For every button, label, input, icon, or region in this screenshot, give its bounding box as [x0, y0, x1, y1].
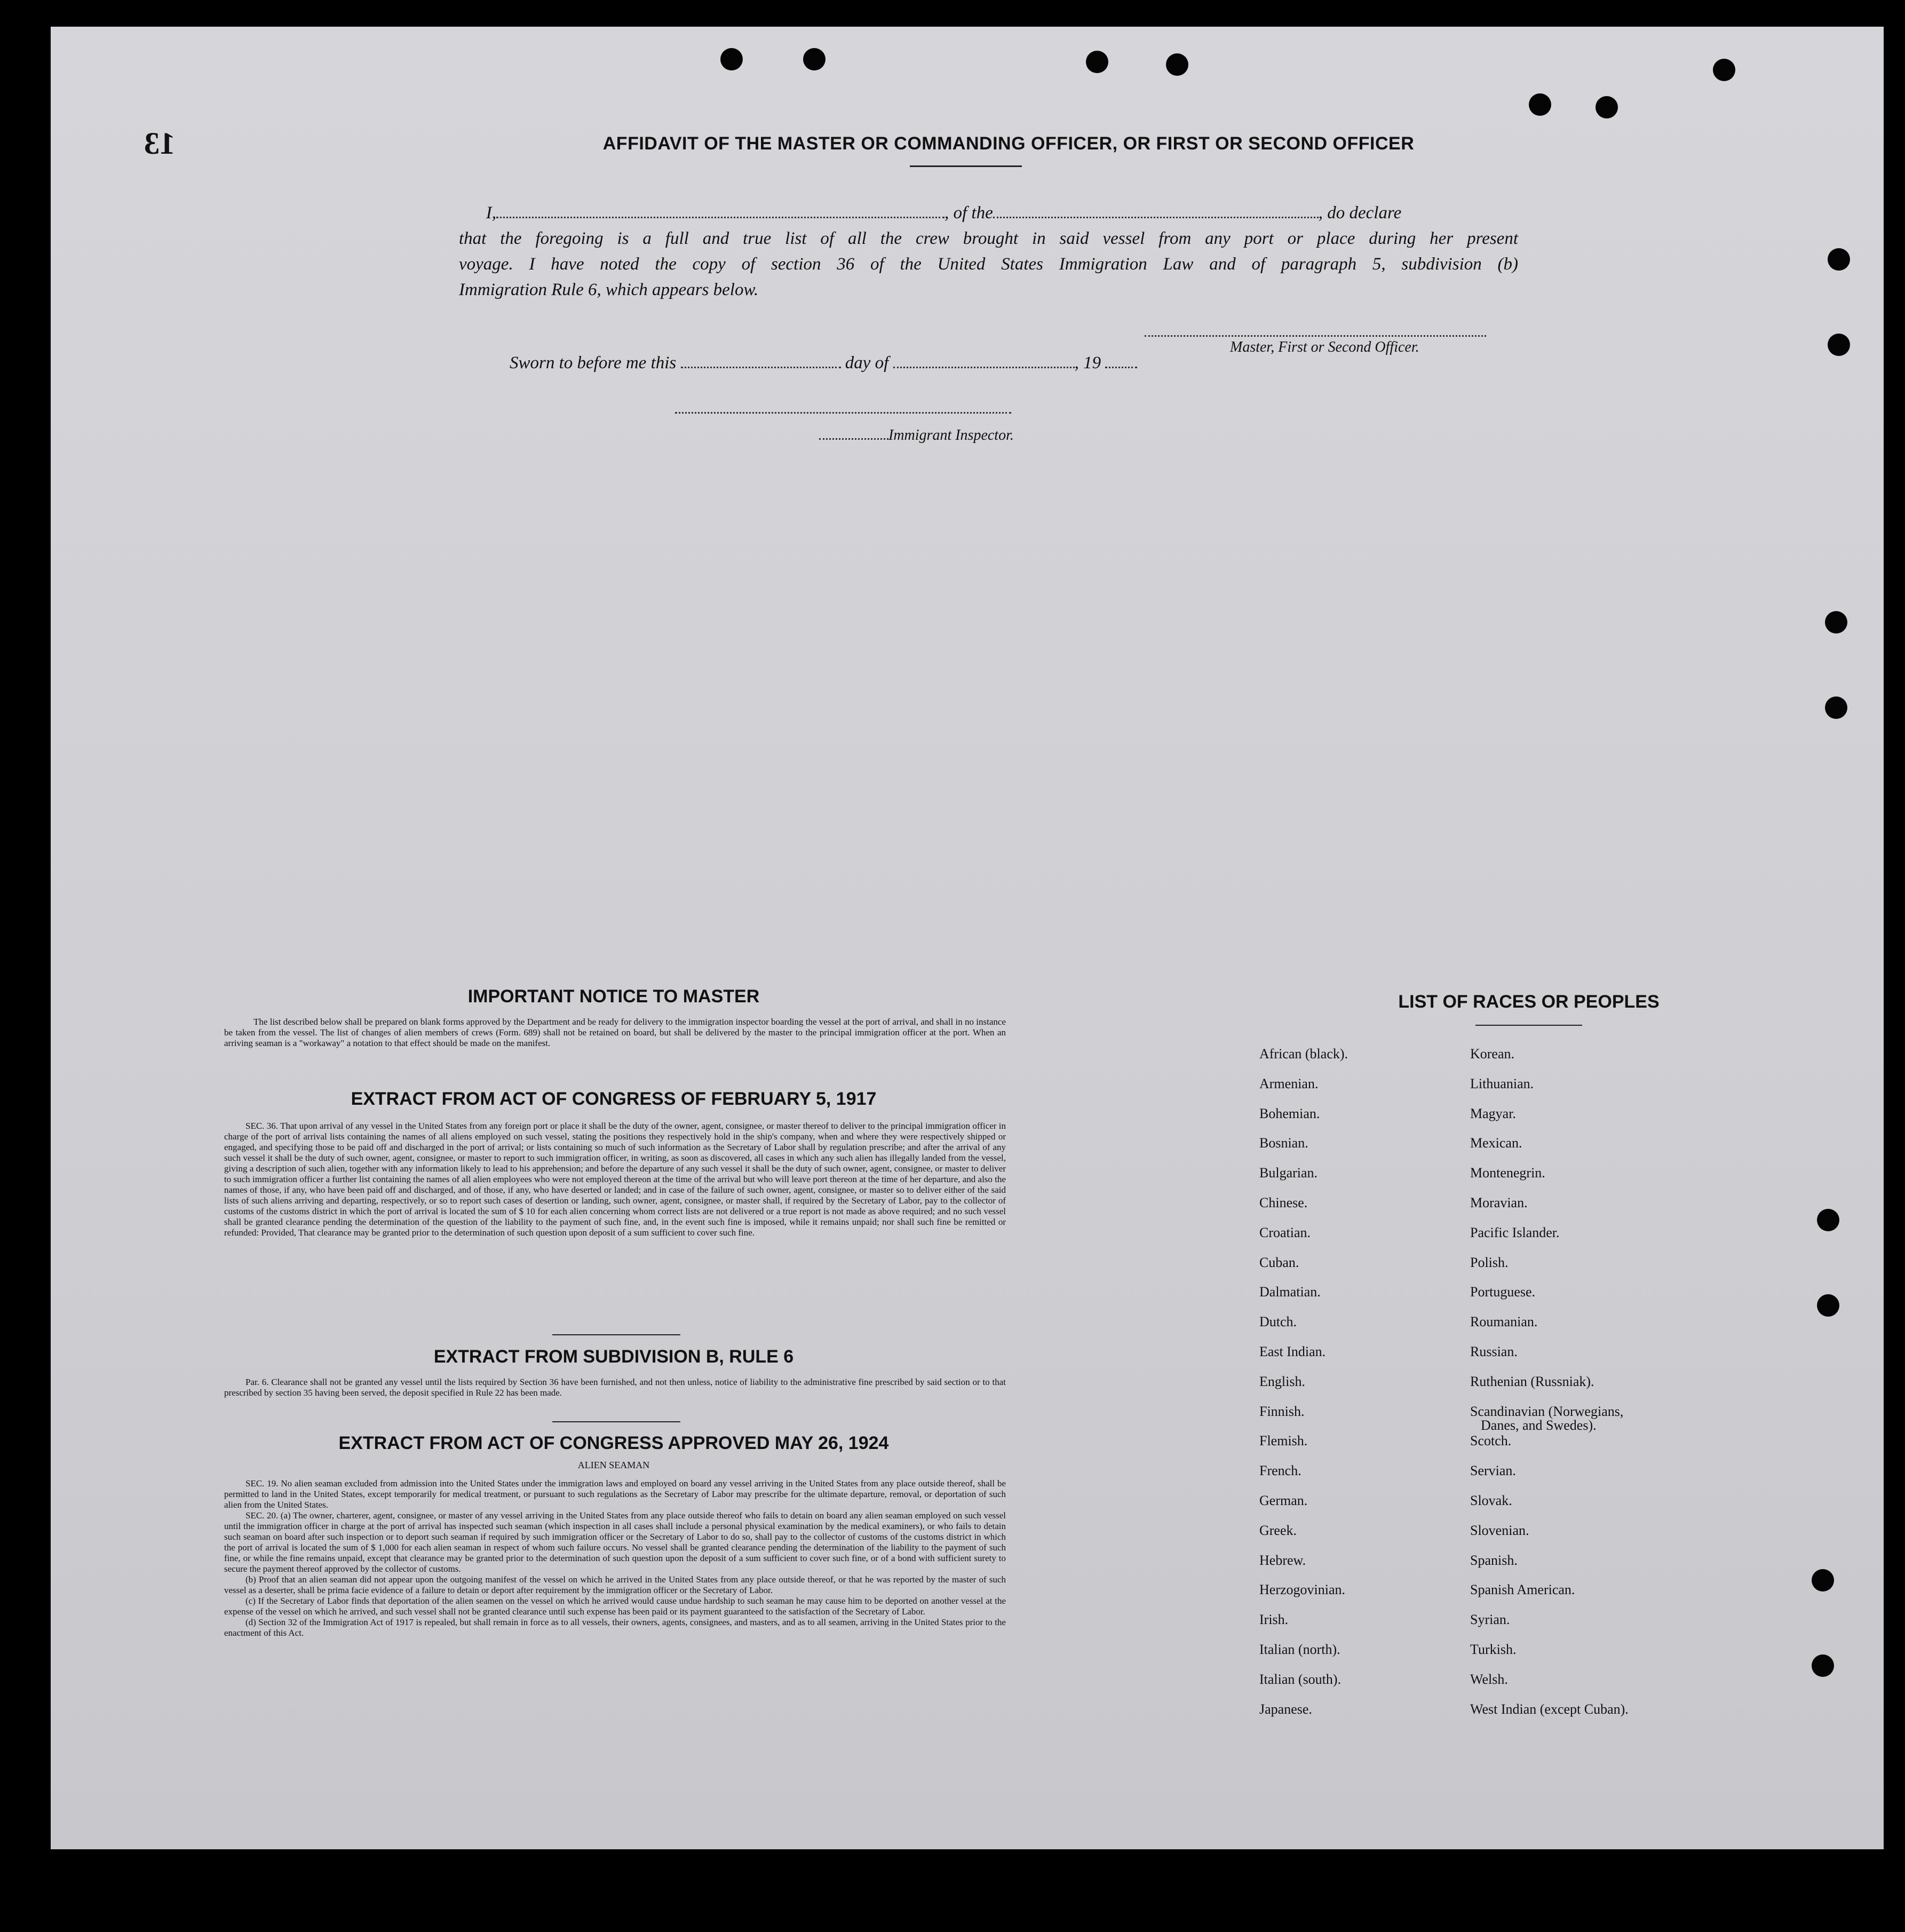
affidavit-line-1: [459, 200, 1518, 226]
title-divider: [910, 165, 1022, 167]
punch-hole: [1086, 51, 1108, 73]
race-item: Japanese.: [1259, 1701, 1312, 1717]
punch-hole: [1596, 96, 1618, 118]
vessel-name-field[interactable]: [993, 217, 1319, 218]
sec20b-text: (b) Proof that an alien seaman did not appear upon the outgoing manifest of the vessel on which he arrived in the United States from any place outside thereof, or that he was reported by the master of such vessel as a deserter, shall be prima facie evidence of a failure to detain or deport after requirement by the immigration officer or the Secretary of Labor.: [224, 1574, 1006, 1595]
affidavit-line-2: that the foregoing is a full and true list of all the crew brought in said vessel from any port or place during her present: [459, 229, 1518, 248]
race-item: Moravian.: [1470, 1195, 1528, 1210]
race-item: Dalmatian.: [1259, 1284, 1321, 1300]
race-item: Lithuanian.: [1470, 1075, 1534, 1091]
race-item: Pacific Islander.: [1470, 1224, 1560, 1240]
race-item: Korean.: [1470, 1046, 1515, 1062]
race-item: Turkish.: [1470, 1642, 1517, 1657]
punch-hole: [1166, 53, 1188, 76]
punch-hole: [803, 48, 826, 70]
affidavit-line-4: Immigration Rule 6, which appears below.: [459, 280, 759, 299]
affidavit-declare: , do declare: [1318, 203, 1402, 223]
inspector-label: Immigrant Inspector.: [888, 427, 1014, 444]
sworn-month-field[interactable]: [893, 367, 1075, 368]
race-item: West Indian (except Cuban).: [1470, 1701, 1629, 1717]
races-divider: [1475, 1025, 1582, 1026]
races-title: LIST OF RACES OR PEOPLES: [1398, 992, 1660, 1012]
extract-1917-body: SEC. 36. That upon arrival of any vessel in the United States from any foreign port or place it shall be the duty of the owner, agent, consignee, or master thereof to deliver to the principal immigration officer in charge of the port of arrival lists containing the names of all aliens employed on such vessel, stating the positions they respectively hold in the ship's company, when and where they were respectively shipped or engaged, and specifying those to be paid off and discharged in the port of arrival; or lists containing so much of such information as the Secretary of Labor shall by regulation prescribe; and after the arrival of any such vessel it shall be the duty of such owner, agent, consignee, or master to report to such immigration officer, in writing, as soon as discovered, all cases in which any such alien has illegally landed from the vessel, giving a description of such alien, together with any information likely to lead to his apprehension; and before the departure of any such vessel it shall be the duty of such owner, agent, consignee, or master to deliver to such immigration officer a further list containing the names of all alien employees who were not employed thereon at the time of the arrival but who will leave port thereon at the time of her departure, and also the names of those, if any, who have been paid off and discharged, and of those, if any, who have deserted or landed; and in case of the failure of such owner, agent, consignee, or master so to deliver either of the said lists of such aliens arriving and departing, respectively, or so to report such cases of desertion or landing, such owner, agent, consignee, or master shall, if required by the Secretary of Labor, pay to the collector of customs of the customs district in which the port of arrival is located the sum of $ 10 for each alien concerning whom correct lists are not delivered or a true report is not made as above required; and no such vessel shall be granted clearance pending the determination of the question of the liability to the payment of such fine, and, in the event such fine is imposed, while it remains unpaid; nor shall such fine be remitted or refunded: Provided, That clearance may be granted prior to the determination of such question upon deposit of a sum sufficient to cover such fine.: [224, 1121, 1006, 1238]
race-item: Roumanian.: [1470, 1314, 1538, 1330]
race-item: English.: [1259, 1373, 1305, 1389]
inspector-signature-line[interactable]: [675, 412, 1011, 414]
race-item: Armenian.: [1259, 1075, 1319, 1091]
race-item: Croatian.: [1259, 1224, 1311, 1240]
document-page: [51, 27, 1884, 1849]
race-item: Cuban.: [1259, 1254, 1299, 1270]
sworn-day-label: day of: [845, 353, 889, 373]
inspector-dots: [819, 438, 888, 440]
race-item: Bohemian.: [1259, 1105, 1320, 1121]
punch-hole: [720, 48, 743, 70]
extract-1924-title: EXTRACT FROM ACT OF CONGRESS APPROVED MAY 26, 1924: [338, 1433, 889, 1453]
race-item: African (black).: [1259, 1046, 1348, 1062]
punch-hole: [1812, 1569, 1834, 1591]
race-item: Scandinavian (Norwegians,: [1470, 1403, 1624, 1419]
extract-1924-subtitle: ALIEN SEAMAN: [577, 1460, 650, 1470]
sec20d-text: (d) Section 32 of the Immigration Act of 1917 is repealed, but shall remain in force as to all vessels, their owners, agents, consignees, and masters, and as to all seamen, arriving in the United States prior to the enactment of this Act.: [224, 1617, 1006, 1638]
sec20a-text: SEC. 20. (a) The owner, charterer, agent, consignee, or master of any vessel arriving in the United States from any place outside thereof who fails to detain on board any alien seaman employed on such vessel until the immigration officer in charge at the port of arrival has inspected such seaman (which inspection in all cases shall include a personal physical examination by the medical examiners), or who fails to detain such seaman on board after such inspection or to deport such seaman if required by such immigration officer or the Secretary of Labor to do so, shall pay to the collector of customs of the customs district in which the port of arrival is located the sum of $ 1,000 for each alien seaman in respect of whom such failure occurs. No vessel shall be granted clearance pending the determination of the liability to the payment of such fine, or while the fine remains unpaid, except that clearance may be granted prior to the determination of such question upon the deposit of a sum sufficient to cover such fine, or of a bond with sufficient surety to secure the payment thereof approved by the collector of customs.: [224, 1510, 1006, 1574]
punch-hole: [1828, 248, 1850, 271]
inspector-line: [819, 427, 1014, 444]
affidavit-body: [459, 200, 1518, 303]
punch-hole: [1825, 696, 1847, 719]
sworn-year-field[interactable]: [1105, 367, 1137, 368]
race-item: Ruthenian (Russniak).: [1470, 1373, 1594, 1389]
race-item: French.: [1259, 1463, 1301, 1479]
punch-hole: [1828, 334, 1850, 356]
race-item: Magyar.: [1470, 1105, 1516, 1121]
race-item: Greek.: [1259, 1522, 1297, 1538]
affidavit-i: I,: [486, 203, 496, 223]
race-item: Finnish.: [1259, 1403, 1305, 1419]
race-item: Bosnian.: [1259, 1135, 1308, 1151]
sworn-line: [510, 353, 1137, 373]
race-item: Russian.: [1470, 1344, 1518, 1359]
section-divider: [552, 1334, 680, 1335]
page-number: 13: [144, 126, 175, 161]
punch-hole: [1713, 59, 1735, 81]
sec20c-text: (c) If the Secretary of Labor finds that deportation of the alien seamen on the vessel on which he arrived would cause undue hardship to such seaman he may cause him to be deported on another vessel at the expense of the vessel on which he arrived, and such vessel shall not be granted clearance until such expense has been paid or its payment guaranteed to the satisfaction of the Secretary of Labor.: [224, 1596, 1006, 1617]
race-item: Italian (south).: [1259, 1671, 1342, 1687]
punch-hole: [1817, 1294, 1839, 1317]
race-item: Spanish.: [1470, 1552, 1518, 1568]
punch-hole: [1817, 1209, 1839, 1231]
race-item: Mexican.: [1470, 1135, 1522, 1151]
punch-hole: [1529, 93, 1551, 116]
race-item: German.: [1259, 1493, 1308, 1508]
race-item: Scotch.: [1470, 1433, 1512, 1449]
race-item: Polish.: [1470, 1254, 1509, 1270]
race-item: Welsh.: [1470, 1671, 1508, 1687]
race-item: Servian.: [1470, 1463, 1516, 1479]
race-item: Portuguese.: [1470, 1284, 1536, 1300]
notice-title: IMPORTANT NOTICE TO MASTER: [467, 986, 760, 1007]
subdivision-b-body: Par. 6. Clearance shall not be granted any vessel until the lists required by Section 36 have been furnished, and not then unless, notice of liability to the administrative fine prescribed by said section or to that prescribed by section 35 having been served, the deposit specified in Rule 22 has been made.: [224, 1377, 1006, 1398]
officer-name-field[interactable]: [496, 217, 944, 218]
affidavit-line-3: voyage. I have noted the copy of section 36 of the United States Immigration Law and of paragraph 5, subdivision (b): [459, 255, 1518, 274]
race-item: Slovak.: [1470, 1493, 1512, 1508]
sworn-date-field[interactable]: [681, 367, 841, 368]
race-item: Dutch.: [1259, 1314, 1297, 1330]
punch-hole: [1825, 611, 1847, 634]
extract-1924-body: [224, 1478, 1006, 1638]
master-signature-label: Master, First or Second Officer.: [1230, 339, 1419, 355]
affidavit-of-the: , of the: [944, 203, 993, 223]
race-item: Montenegrin.: [1470, 1165, 1545, 1181]
sworn-prefix: Sworn to before me this: [510, 353, 677, 373]
race-item: Hebrew.: [1259, 1552, 1306, 1568]
subdivision-b-title: EXTRACT FROM SUBDIVISION B, RULE 6: [433, 1347, 794, 1367]
race-item: Chinese.: [1259, 1195, 1308, 1210]
race-item: Bulgarian.: [1259, 1165, 1318, 1181]
affidavit-title: AFFIDAVIT OF THE MASTER OR COMMANDING OFFICER, OR FIRST OR SECOND OFFICER: [602, 133, 1415, 154]
race-item: Syrian.: [1470, 1612, 1510, 1628]
race-item: Italian (north).: [1259, 1642, 1340, 1657]
master-signature-line[interactable]: [1145, 335, 1486, 337]
race-item: Slovenian.: [1470, 1522, 1529, 1538]
race-item: East Indian.: [1259, 1344, 1326, 1359]
race-item: Herzogovinian.: [1259, 1582, 1346, 1598]
race-item: Danes, and Swedes).: [1481, 1417, 1597, 1433]
sworn-year-label: , 19: [1074, 353, 1101, 373]
notice-body: The list described below shall be prepared on blank forms approved by the Department and be ready for delivery to the immigration inspector boarding the vessel at the port of arrival, and shall in no instance be taken from the vessel. The list of changes of alien members of crews (Form. 689) shall not be retained on board, but shall be delivered by the master to the principal immigration officer at the port. When an arriving seaman is a "workaway" a notation to that effect should be made on the manifest.: [224, 1017, 1006, 1048]
race-item: Flemish.: [1259, 1433, 1308, 1449]
punch-hole: [1812, 1654, 1834, 1677]
section-divider: [552, 1421, 680, 1422]
extract-1917-title: EXTRACT FROM ACT OF CONGRESS OF FEBRUARY 5, 1917: [351, 1089, 877, 1109]
sec19-text: SEC. 19. No alien seaman excluded from admission into the United States under the immigration laws and employed on board any vessel arriving in the United States from any place outside thereof, shall be permitted to land in the United States, except temporarily for medical treatment, or pursuant to such regulations as the Secretary of Labor may prescribe for the ultimate departure, removal, or deportation of such alien from the United States.: [224, 1478, 1006, 1510]
race-item: Irish.: [1259, 1612, 1289, 1628]
race-item: Spanish American.: [1470, 1582, 1575, 1598]
